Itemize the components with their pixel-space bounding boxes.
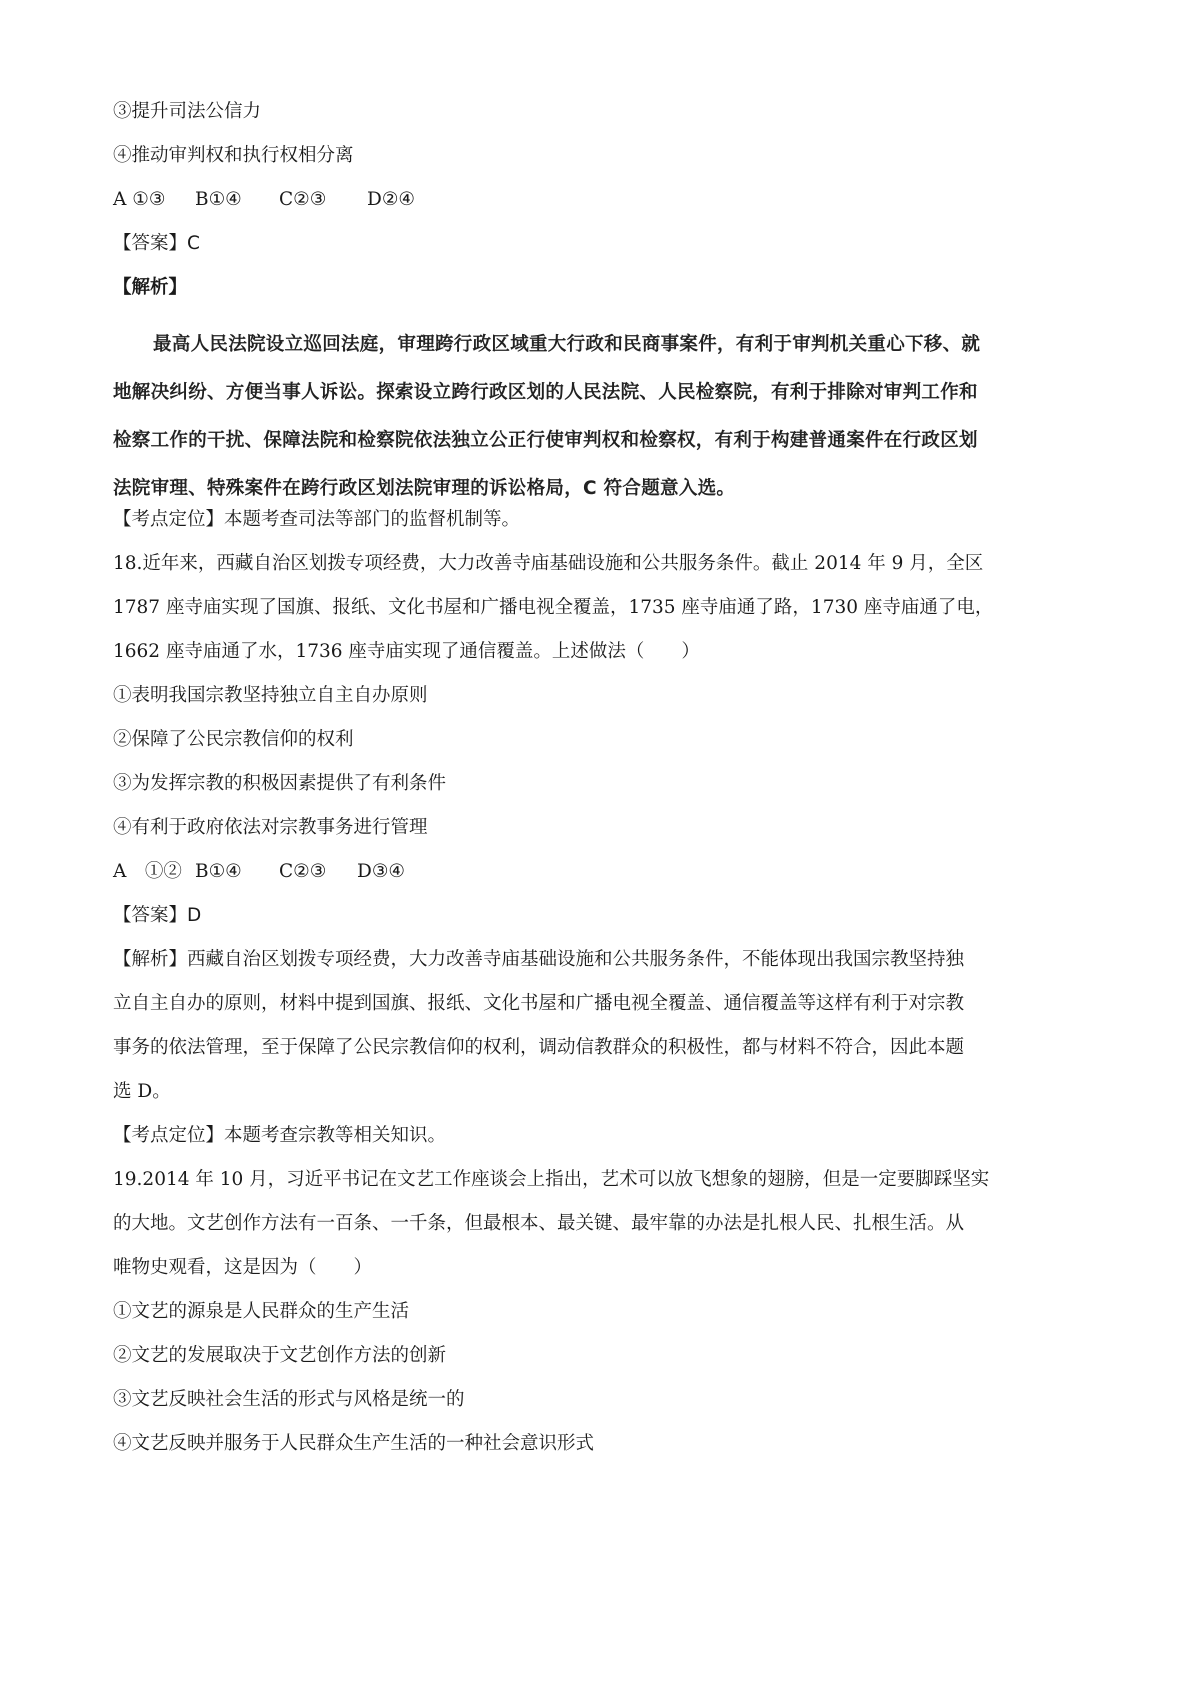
q17-option-4: ④推动审判权和执行权相分离 (113, 145, 354, 166)
q18-option-4: ④有利于政府依法对宗教事务进行管理 (113, 817, 428, 838)
q18-analysis-line-4: 选 D。 (113, 1081, 171, 1102)
q18-stem-line-3: 1662 座寺庙通了水，1736 座寺庙实现了通信覆盖。上述做法（ ） (113, 641, 700, 662)
q18-kaodian: 【考点定位】本题考查宗教等相关知识。 (113, 1125, 447, 1146)
q19-stem-line-3: 唯物史观看，这是因为（ ） (113, 1257, 373, 1278)
q18-stem-line-1: 18.近年来，西藏自治区划拨专项经费，大力改善寺庙基础设施和公共服务条件。截止 2014 年 9 月，全区 (113, 553, 984, 574)
q18-choice-a: A ①② (113, 861, 182, 882)
q19-stem-line-2: 的大地。文艺创作方法有一百条、一千条，但最根本、最关键、最牢靠的办法是扎根人民、扎根生活。从 (113, 1213, 965, 1234)
q19-option-1: ①文艺的源泉是人民群众的生产生活 (113, 1301, 410, 1322)
q18-option-2: ②保障了公民宗教信仰的权利 (113, 729, 354, 750)
q17-choice-b: B①④ (195, 189, 242, 210)
q18-option-3: ③为发挥宗教的积极因素提供了有利条件 (113, 773, 447, 794)
q17-answer-label: 【答案】 (113, 233, 188, 254)
q17-analysis-line-3: 检察工作的干扰、保障法院和检察院依法独立公正行使审判权和检察权，有利于构建普通案件在行政区划 (113, 430, 978, 451)
q17-choices (113, 187, 415, 213)
q18-choices (113, 859, 405, 885)
q17-analysis-line-4: 法院审理、特殊案件在跨行政区划法院审理的诉讼格局，C 符合题意入选。 (113, 478, 736, 499)
q19-option-3: ③文艺反映社会生活的形式与风格是统一的 (113, 1389, 465, 1410)
q19-stem-line-1: 19.2014 年 10 月，习近平书记在文艺工作座谈会上指出，艺术可以放飞想象的翅膀，但是一定要脚踩坚实 (113, 1169, 990, 1190)
q17-kaodian: 【考点定位】本题考查司法等部门的监督机制等。 (113, 509, 521, 530)
q18-answer (113, 903, 201, 929)
q17-option-3: ③提升司法公信力 (113, 101, 262, 122)
q19-option-4: ④文艺反映并服务于人民群众生产生活的一种社会意识形式 (113, 1433, 595, 1454)
q17-analysis-line-2: 地解决纠纷、方便当事人诉讼。探索设立跨行政区划的人民法院、人民检察院，有利于排除对审判工作和 (113, 382, 978, 403)
q18-analysis-line-1: 【解析】西藏自治区划拨专项经费，大力改善寺庙基础设施和公共服务条件，不能体现出我国宗教坚持独 (113, 949, 965, 970)
q17-choice-a: A ①③ (113, 189, 166, 210)
q18-stem-line-2: 1787 座寺庙实现了国旗、报纸、文化书屋和广播电视全覆盖，1735 座寺庙通了路，1730 座寺庙通了电， (113, 597, 994, 618)
q18-option-1: ①表明我国宗教坚持独立自主自办原则 (113, 685, 428, 706)
q17-choice-d: D②④ (367, 189, 416, 210)
q18-answer-value: D (187, 905, 202, 926)
q17-analysis-label: 【解析】 (113, 277, 188, 298)
q18-answer-label: 【答案】 (113, 905, 188, 926)
q18-analysis-line-3: 事务的依法管理，至于保障了公民宗教信仰的权利，调动信教群众的积极性，都与材料不符合，因此本题 (113, 1037, 965, 1058)
q19-option-2: ②文艺的发展取决于文艺创作方法的创新 (113, 1345, 447, 1366)
q17-answer-value: C (187, 233, 200, 254)
q17-choice-c: C②③ (279, 189, 327, 210)
q17-answer (113, 231, 200, 257)
q18-choice-b: B①④ (195, 861, 242, 882)
q18-analysis-line-2: 立自主自办的原则，材料中提到国旗、报纸、文化书屋和广播电视全覆盖、通信覆盖等这样有利于对宗教 (113, 993, 965, 1014)
q18-choice-c: C②③ (279, 861, 327, 882)
q17-analysis-line-1: 最高人民法院设立巡回法庭，审理跨行政区域重大行政和民商事案件，有利于审判机关重心下移、就 (153, 334, 981, 355)
q17-analysis-text (113, 321, 1093, 513)
q18-choice-d: D③④ (357, 861, 406, 882)
